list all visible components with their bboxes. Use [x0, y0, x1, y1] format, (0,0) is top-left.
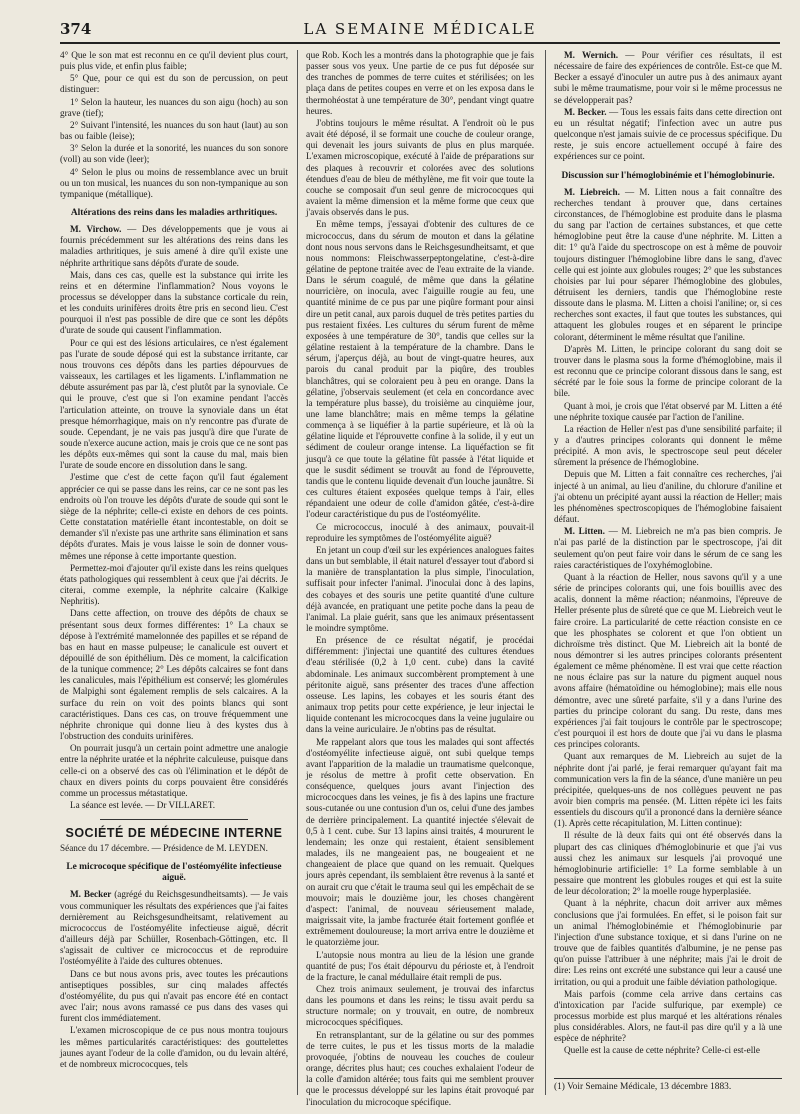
- paragraph: [306, 545, 534, 634]
- paragraph: [60, 120, 288, 142]
- society-heading: SOCIÉTÉ DE MÉDECINE INTERNE: [65, 826, 283, 841]
- paragraph-text: Mais parfois (comme cela arrive dans certains cas d'intoxication par l'acide sulfurique, par exemple) ce processus morbide est plus marqué et les altérations rénales plus considérables. Alors, ne faut-il pas dire qu'il y a là une espèce de néphrite?: [554, 988, 782, 1044]
- paragraph-text: La réaction de Heller n'est pas d'une sensibilité parfaite; il y a d'autres principes colorants qui donnent le même précipité. A mon avis, le spectroscope seul peut déceler sûrement la présence de l'hémoglobine.: [554, 423, 782, 468]
- paragraph-text: Quant à la réaction de Heller, nous savons qu'il y a une série de principes colorants qui, une fois bouillis avec des acalis, donnent la même réaction; néanmoins, l'épreuve de Heller présente plus de sûreté que ce que M. Liebreich veut le faire croire. La particularité de cette réaction consiste en ce que les phosphates se colorent et que l'on obtient un dichroïsme très distinct. Que M. Liebreich ait la bonté de nous démontrer si les autres principes colorants présentent également ce même phénomène. Il est vrai que cette réaction ne nous éclaire pas sur la nature du pigment auquel nous avons affaire (hématoïdine ou hémoglobine); mais elle nous démontre, avec une sûreté parfaite, s'il y a dans l'urine des parties du principe colorant du sang. Du reste, dans mes expériences j'ai fait toujours le contrôle par le spectroscope; c'est pourquoi il est hors de doute que j'ai vu dans le plasma ces principes colorants.: [554, 571, 782, 750]
- paragraph: [60, 50, 288, 72]
- paragraph-text: Ce micrococcus, inoculé à des animaux, pouvait-il reproduire les symptômes de l'ostéomyélite aiguë?: [306, 521, 534, 543]
- paragraph: [60, 843, 288, 854]
- paragraph-text: En jetant un coup d'œil sur les expériences analogues faites dans un but semblable, il était naturel d'essayer tout d'abord si la manière de transplantation la plus simple, l'inoculation, suffisait pour infecter l'animal. J'inoculai donc à des lapins, des cobayes et des souris une petite quantité d'une culture déjà avancée, en pratiquant une petite poche dans la peau de l'animal. La plaie guérit, sans que les animaux présentassent le moindre symptôme.: [306, 544, 534, 633]
- paragraph-text: En même temps, j'essayai d'obtenir des cultures de ce micrococcus, dans du sérum de mouton et dans la gélatine dont nous nous servons dans le Reichsgesundheitsamt, et que nous nommons: Fleischwasserpeptongelatine, c'est-à-dire gélatine de peptone traitée avec de l'eau extraite de la viande. Dans le sérum coagulé, de même que dans la gélatine nourricière, on inocula, avec l'aiguille rougie au feu, une quantité minime de ce pus par une piqûre formant pour ainsi dire un petit canal, aux parois duquel de très petites parties du pus restaient fixées. Les cultures du sérum furent de même exposées à une température de 30°, tandis que celles sur la gélatine restaient à la température de la chambre. Dans le sérum, j'aperçus déjà, au bout de vingt-quatre heures, aux parois du canal produit par la piqûre, des troubles blanchâtres, qui se coloraient peu à peu en orange. Dans la gélatine, j'observais seulement (et cela en concordance avec la température plus basse), du troisième au cinquième jour, une lame blanchâtre; mais en même temps la gélatine commença à se liquéfier à la partie supérieure, et là où la gélatine liquide et l'éprouvette confine à la solide, il y eut un sédiment de couleur orange intense. La liquéfaction se fit jusqu'à ce que toute la gélatine fût passée à l'état liquide et que le susdit sédiment se trouvât au fond de l'éprouvette, tandis que le contenu liquide devenait d'un louche jaunâtre. Si ces cultures étaient exposées quelque temps à l'air, elles répandaient une odeur de colle d'amidon gâtée, c'est-à-dire l'odeur caractéristique du pus de l'ostéomyélite.: [306, 219, 534, 520]
- paragraph-text: — Pour vérifier ces résultats, il est nécessaire de faire des expériences de contrôle. Est-ce que M. Becker a essayé d'inoculer un autre pus à des animaux ayant subi le même traumatisme, pour voir si le même processus ne se développerait pas?: [554, 50, 782, 105]
- paragraph-text: Chez trois animaux seulement, je trouvai des infarctus dans les poumons et dans les reins; le tissu avait perdu sa structure normale; on y trouvait, en outre, de nombreux micrococques spécifiques.: [306, 983, 534, 1028]
- paragraph-text: — Tous les essais faits dans cette direction ont eu un résultat négatif; l'infection avec un autre pus quelconque n'est jamais suivie de ce processus spécifique. Du reste, je suis encore actuellement occupé à faire des expériences sur ce point.: [554, 106, 782, 162]
- paragraph-text: L'examen microscopique de ce pus nous montra toujours les mêmes particularités caractéristiques: des gouttelettes jaunes ayant l'odeur de la colle d'amidon, ou du levain altéré, et de nombreux micrococques, tels: [60, 1025, 288, 1069]
- paragraph: [554, 989, 782, 1045]
- paragraph: [60, 73, 288, 95]
- paragraph: [554, 572, 782, 751]
- page-number: 374: [60, 20, 92, 38]
- paragraph: [306, 522, 534, 544]
- paragraph-text: Quant aux remarques de M. Liebreich au sujet de la néphrite dont j'ai parlé, je ferai remarquer qu'ayant fait ma communication vers la fin de la séance, d'une manière un peu précipitée, quelques-uns de nos collègues peuvent ne pas avoir bien compris ma pensée. (M. Litten répète ici les faits essentiels du discours qu'il a prononcé dans la dernière séance (1). Après cette récapitulation, M. Litten continue):: [554, 751, 782, 829]
- paragraph: [60, 889, 288, 967]
- paragraph-text: En présence de ce résultat négatif, je procédai différemment: j'injectai une quantité des cultures étendues d'eau stérilisée (0,2 à 1,0 cent. cube) dans la cavité abdominale. Les animaux succombèrent promptement à une péritonite aiguë, sans présenter des traces d'une affection osseuse. Les lapins, les cobayes et les souris étant des animaux trop petits pour cette expérience, je leur injectai le liquide contenant les micrococques dans la veine jugulaire ou dans la veine auriculaire. Je n'obtins pas de résultat.: [306, 635, 534, 735]
- paragraph: [306, 950, 534, 983]
- speaker-name: M. Wernich.: [564, 50, 618, 60]
- column-rule: [545, 50, 546, 1095]
- paragraph-text: Quelle est la cause de cette néphrite? Celle-ci est-elle: [564, 1045, 760, 1056]
- paragraph-text: 1° Selon la hauteur, les nuances du son aigu (hoch) au son grave (tief);: [60, 96, 288, 118]
- section-heading: Discussion sur l'hémoglobinémie et l'hémoglobinurie.: [561, 170, 775, 181]
- paragraph: [60, 224, 288, 269]
- paragraph-text: (agrégé du Reichsgesundheitsamts). — Je vais vous communiquer les résultats des expériences que j'ai faites dernièrement au Reichsgesundheitsamt, relativement au micrococcus de l'ostéomyélite infectieuse aiguë, décrit d'ailleurs déjà par Schüller, Rosenbach-Göttingen, etc. Il s'agissait de cultiver ce micrococcus et de reproduire l'ostéomyélite à l'aide des cultures obtenues.: [60, 889, 288, 967]
- paragraph-text: J'estime que c'est de cette façon qu'il faut également apprécier ce qui se passe dans les reins, car ce ne sont pas les endroits où l'on trouve les dépôts d'urate de soude qui sont le siège de la néphrite; celle-ci existe en dehors de ces points. Cette constatation matérielle étant incontestable, on doit se demander s'il n'existe pas une arthrite sans élimination et sans dépôts d'urates. Mais je vous laisse le soin de donner vous-mêmes une réponse à cette importante question.: [60, 472, 288, 561]
- paragraph: [60, 969, 288, 1025]
- paragraph: [60, 472, 288, 561]
- paragraph-text: Me rappelant alors que tous les malades qui sont affectés d'ostéomyélite infectieuse aiguë, ont subi quelque temps avant l'apparition de la maladie un traumatisme quelconque, je résolus de mettre à profit cette observation. En conséquence, quelques jours avant l'injection des micrococques dans les veines, je fis à des lapins une fracture sous-cutanée ou une contusion d'un os, celui d'une des jambes de derrière principalement. La quantité injectée s'élevait de 0,5 à 1 cent. cube. Sur 13 lapins ainsi traités, 4 moururent le lendemain; les onze qui restaient, étaient sensiblement malades, ils ne mangeaient pas, ne bougeaient et ne changeaient de place que quand on les remuait. Quelques jours après cependant, ils semblaient être revenus à la santé et on aurait cru que c'était le trauma seul qui les empêchait de se mouvoir; mais le douzième jour, les choses changèrent d'aspect: l'animal, de nouveau sérieusement malade, maigrissait vite, la jambe fracturée était fortement gonflée et extrêmement douloureuse; la mort arriva entre le douzième et le quatorzième jour.: [306, 736, 534, 948]
- paragraph-text: que Rob. Koch les a montrés dans la photographie que je fais passer sous vos yeux. Une partie de ce pus fut déposée sur des tranches de pommes de terre cuites et stérilisées; on les plaça dans de petites coupes en verre et on les exposa dans le thermohéostat à une température de 30°, pendant vingt quatre heures.: [306, 50, 534, 116]
- journal-title: LA SEMAINE MÉDICALE: [303, 20, 537, 38]
- paragraph-text: 2° Suivant l'intensité, les nuances du son haut (laut) au son bas ou faible (leise);: [60, 119, 288, 142]
- paragraph: [60, 97, 288, 119]
- paragraph-text: — M. Litten nous a fait connaître des recherches tendant à prouver que, dans certaines circonstances, de l'hémoglobine est produite dans le plasma du sang par l'action de certaines substances, et que cette hémoglobine peut être la cause d'une néphrite. M. Litten a dit: 1° qu'à l'aide du spectroscope on est à même de pouvoir toujours distinguer l'hémoglobine libre dans le sang, d'avec celle qui est jointe aux globules rouges; 2° que les substances choisies par lui pour séparer l'hémoglobine des globules, détruisent les derniers, tandis que l'hémoglobine reste dissoute dans le plasma. M. Litten a choisi l'aniline; or, si ces recherches sont exactes, il faut que toutes les substances, qui attaquent les globules rouges et en séparent le principe colorant, déterminent le même résultat que l'aniline.: [554, 186, 782, 342]
- paragraph-text: 4° Selon le plus ou moins de ressemblance avec un bruit ou un ton musical, les nuances du son non-tympanique au son tympanique (métallique).: [60, 166, 288, 199]
- paragraph: [554, 344, 782, 400]
- paragraph: [60, 800, 288, 811]
- paragraph: [554, 751, 782, 829]
- speaker-name: M. Virchow.: [70, 224, 122, 235]
- paragraph-text: 5° Que, pour ce qui est du son de percussion, on peut distinguer:: [60, 73, 288, 95]
- paragraph-text: Pour ce qui est des lésions articulaires, ce n'est également pas l'urate de soude déposé qui est la substance irritante, car nous trouvons ces dépôts dans les parties dépourvues de vaisseaux, les cartilages et les ligaments. L'inflammation ne débute assurément pas par là, c'est plutôt par la synoviale. Ce qui le prouve, c'est que si l'on examine pendant l'accès l'articulation atteinte, on trouve la synoviale dans un état presque hémorrhagique, mais on n'y rencontre pas d'urate de soude. Cependant, je ne vais pas jusqu'à dire que l'urate de soude n'exerce aucune action, mais je crois que ce ne sont pas les dépôts eux-mêmes qui sont la cause du mal, mais bien l'urate de soude encore en dissolution dans le sang.: [60, 337, 288, 471]
- footnote: (1) Voir Semaine Médicale, 13 décembre 1883.: [554, 1078, 782, 1092]
- paragraph: [60, 743, 288, 799]
- paragraph: [306, 219, 534, 520]
- paragraph: [554, 469, 782, 525]
- paragraph-text: — M. Liebreich ne m'a pas bien compris. Je n'ai pas parlé de la distinction par le spectroscope, j'ai dit seulement qu'on peut faire voir dans le sérum de ce sang les raies caractéristiques de l'oxyhémoglobine.: [554, 526, 782, 570]
- section-heading: Altérations des reins dans les maladies arthritiques.: [70, 208, 278, 219]
- paragraph: [60, 1025, 288, 1070]
- speaker-name: M. Liebreich.: [564, 186, 620, 197]
- paragraph-text: On pourrait jusqu'à un certain point admettre une analogie entre la néphrite uratée et la néphrite calculeuse, puisque dans celle-ci on a observé des cas où l'élimination et le dépôt de chaux en divers points du corps pouvaient être considérés comme un processus métastatique.: [60, 743, 288, 798]
- paragraph-text: Dans ce but nous avons pris, avec toutes les précautions antiseptiques possibles, sur cinq malades affectés d'ostéomyélite, du pus qui n'avait pas encore été en contact avec l'air; nous avons ramassé ce pus dans des vases qui furent clos immédiatement.: [60, 968, 288, 1024]
- paragraph: [306, 1030, 534, 1108]
- paragraph: [554, 830, 782, 897]
- paragraph: [306, 118, 534, 218]
- section-heading: Le microcoque spécifique de l'ostéomyélite infectieuse aiguë.: [66, 862, 282, 884]
- paragraph: [554, 187, 782, 343]
- column-rule: [297, 50, 298, 1095]
- paragraph: [60, 338, 288, 472]
- paragraph: [554, 401, 782, 423]
- paragraph-text: J'obtins toujours le même résultat. A l'endroit où le pus avait été déposé, il se formait une couche de couleur orange, qui devenait les jours suivants de plus en plus marquée. L'examen microscopique, exécuté à l'aide de préparations sur des plaques à recouvrir et colorées avec des solutions étendues d'eau de bleu de méthylène, me fit voir que toute la couche se composait d'un seul genre de micrococques qui avaient la même dimension et la même forme que ceux que j'avais observés dans le pus.: [306, 117, 534, 218]
- paragraph-text: Dans cette affection, on trouve des dépôts de chaux se présentant sous deux formes différentes: 1° La chaux se dépose à l'extrémité mamelonnée des papilles et se répand de bas en haut en masse pulpeuse; le canalicule est ouvert et dépouillé de son épithélium. Dès ce moment, la calcification de la tunique commence; 2° Les dépôts calcaires se font dans les canalicules, mais l'épithélium est conservé; les glomérules de Malpighi sont également remplis de sels calcaires. A la surface du rein on voit des points blancs qui sont caractéristiques. Dans ces cas, on trouve fréquemment une néphrite chronique qui donne lieu à des kystes dus à l'obstruction des conduits urinifères.: [60, 608, 288, 742]
- paragraph-text: D'après M. Litten, le principe colorant du sang doit se trouver dans le plasma sous la forme d'hémoglobine, mais il est reconnu que ce principe colorant dissous dans le sang, est sécrété par le foie sous la forme de principe colorant de la bile.: [554, 343, 782, 399]
- paragraph: [306, 50, 534, 117]
- paragraph-text: Il résulte de là deux faits qui ont été observés dans la plupart des cas cliniques d'hémoglobinurie et que j'ai vus aussi chez les animaux sur lesquels j'ai provoqué une hémoglobinurie artificielle: 1° La forme semblable à un pessaire que montrent les globules rouges et qui est la suite de leur décoloration; 2° la moelle rouge hyperplasiée.: [554, 830, 782, 897]
- text-column-left: [60, 50, 288, 1090]
- paragraph: [554, 1045, 782, 1056]
- paragraph: [60, 143, 288, 165]
- paragraph-text: Mais, dans ces cas, quelle est la substance qui irrite les reins et en détermine l'inflammation? Nous voyons le processus se développer dans la substance corticale du rein, et les conduits urinifères droits être pris en second lieu. C'est pourquoi il n'est pas possible de dire que ce sont les dépôts d'urate de soude qui causent l'inflammation.: [60, 269, 288, 336]
- paragraph: [60, 270, 288, 337]
- speaker-name: M. Becker: [70, 889, 112, 900]
- speaker-name: M. Becker.: [564, 106, 607, 117]
- page-header: [60, 20, 780, 44]
- section-divider: [100, 819, 248, 820]
- paragraph-text: 4° Que le son mat est reconnu en ce qu'il devient plus court, puis plus vide, et enfin plus faible;: [60, 50, 288, 72]
- paragraph-text: Séance du 17 décembre. — Présidence de M. LEYDEN.: [60, 843, 268, 854]
- paragraph-text: Depuis que M. Litten a fait connaître ces recherches, j'ai injecté à un animal, au lieu d'aniline, du chlorure d'aniline et j'ai obtenu un précipité ayant aussi la réaction de Heller; mais les phénomènes spectroscopiques de l'hémoglobine faisaient défaut.: [554, 469, 782, 525]
- paragraph: [554, 107, 782, 163]
- paragraph: [306, 984, 534, 1029]
- paragraph-text: La séance est levée. — Dr VILLARET.: [70, 800, 216, 810]
- text-column-middle: [306, 50, 534, 1107]
- speaker-name: M. Litten.: [564, 526, 605, 537]
- paragraph: [60, 608, 288, 742]
- paragraph-text: Quant à la néphrite, chacun doit arriver aux mêmes conclusions que j'ai formulées. En effet, si le poison fait sur un animal l'hémoglobinémie et l'hémoglobinurie par l'injection d'une substance toxique, et si dans l'urine on ne trouve que de faibles quantités d'albumine, je ne pense pas qu'on puisse l'attribuer à une néphrite; mais j'ai le droit de dire: Les reins ont excrété une substance qui leur a causé une irritation, ou qui a produit une faible déviation pathologique.: [554, 898, 782, 987]
- paragraph: [554, 898, 782, 987]
- paragraph-text: Permettez-moi d'ajouter qu'il existe dans les reins quelques états pathologiques qui ressemblent à ceux que j'ai décrits. Je citerai, comme exemple, la néphrite calcaire (Kalkige Nephritis).: [60, 562, 288, 607]
- paragraph: [554, 50, 782, 106]
- text-column-right: [554, 50, 782, 1090]
- paragraph: [306, 737, 534, 949]
- paragraph: [554, 424, 782, 469]
- paragraph: [60, 563, 288, 608]
- paragraph-text: 3° Selon la durée et la sonorité, les nuances du son sonore (voll) au son vide (leer);: [60, 143, 288, 165]
- paragraph-text: Quant à moi, je crois que l'état observé par M. Litten a été une néphrite toxique causée par l'action de l'aniline.: [554, 400, 782, 422]
- paragraph-text: — Des développements que je vous ai fournis précédemment sur les altérations des reins dans les maladies arthritiques, je suis amené à dire qu'il existe une néphrite arthritique sans dépôts d'urate de soude.: [60, 224, 289, 268]
- paragraph: [306, 635, 534, 735]
- paragraph-text: L'autopsie nous montra au lieu de la lésion une grande quantité de pus; l'os était dépourvu du périoste et, à l'endroit de la fracture, le canal médullaire était rempli de pus.: [306, 949, 534, 982]
- paragraph: [60, 167, 288, 200]
- paragraph: [554, 526, 782, 571]
- paragraph-text: En retransplantant, sur de la gélatine ou sur des pommes de terre cuites, le pus et les tissus morts de la maladie provoquée, j'obtins de nouveau les couches de couleur orange, décrites plus haut; ces couches exhalaient l'odeur de la colle d'amidon altérée; tous faits qui me semblent prouver que le processus développé sur les lapins était provoqué par l'inoculation du microcoque spécifique.: [306, 1029, 534, 1107]
